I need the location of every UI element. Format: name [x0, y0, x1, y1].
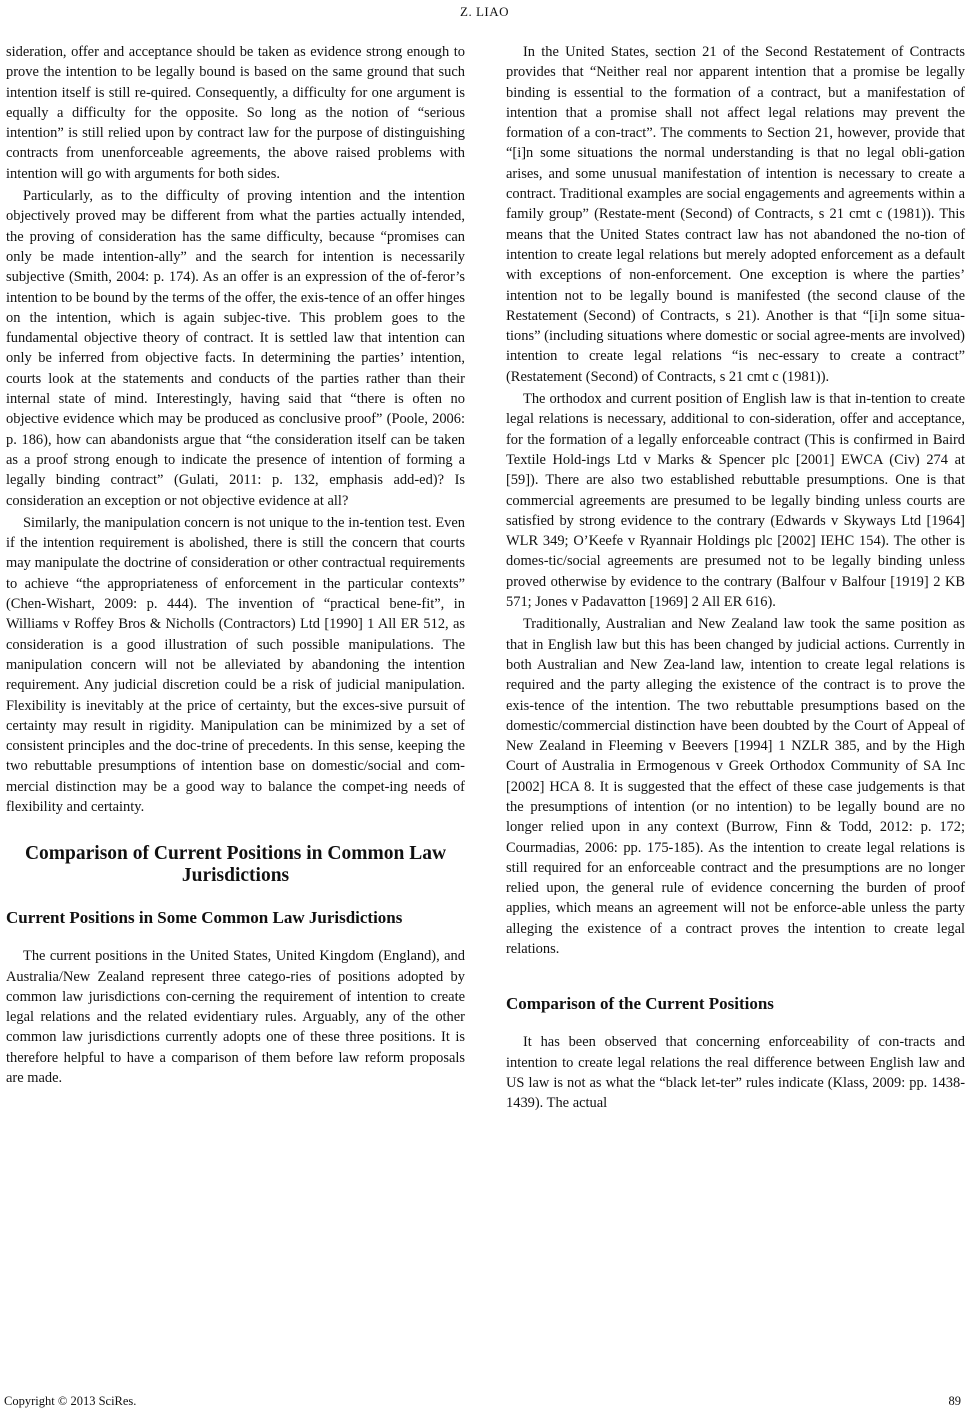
right-column	[506, 42, 965, 1116]
body-paragraph: Traditionally, Australian and New Zealand law took the same position as that in English law but this has been changed by judicial actions. Currently in both Australian and New Zea-land law, intention to create legal relations is required and the party alleging the existence of the contract is to prove the exis-tence of the intention. The two rebuttable presumptions based on the domestic/commercial distinction have been doubted by the Court of Appeal of New Zealand in Fleeming v Beevers [1994] 1 NZLR 385, and by the High Court of Australia in Ermogenous v Greek Orthodox Community of SA Inc [2002] HCA 8. It is suggested that the effect of these case judgements is that the presumptions of intention (or no intention) to be legally bound are no longer relied upon in any context (Burrow, Finn & Todd, 2012: p. 172; Courmadias, 2006: pp. 175-185). As the intention to create legal relations is still required for an enforceable contract and the presumptions are no longer relied upon, the general rule of evidence concerning the burden of proof applies, which means an agreement will not be enforce-able unless the party alleging the existence of a contract proves the intention to create legal relations.	[506, 616, 965, 958]
running-head: Z. LIAO	[460, 4, 509, 19]
body-paragraph: It has been observed that concerning enforceability of con-tracts and intention to create legal relations the real difference between English law and US law is not as what the “black let-ter” rules indicate (Klass, 2009: pp. 1438-1439). The actual	[506, 1034, 965, 1112]
section-heading: Comparison of Current Positions in Common Law Jurisdictions	[24, 843, 447, 887]
body-paragraph: Particularly, as to the difficulty of proving intention and the intention objectively proved may be different from what the parties actually intended, the proving of consideration has the same difficulty, because “promises can only be made intention-ally” and the search for intention is necessarily subjective (Smith, 2004: p. 174). As an offer is an expression of the of-feror’s intention to be bound by the terms of the offer, the exis-tence of an offer hinges on the intention, which is again subjec-tive. This problem goes to the fundamental objective theory of contract. It is settled law that intention can only be inferred from objective facts. In determining the parties’ intention, courts look at the statements and conducts of the parties rather than their internal state of mind. Interestingly, having said that “there is often no objective evidence which may be produced as conclusive proof” (Poole, 2006: p. 186), how can abandonists argue that “the consideration itself can be taken as a proof strong enough to indicate the presence of intention of forming a legally binding contract” (Gulati, 2011: p. 132, emphasis add-ed)? Is consideration an exception or not objective evidence at all?	[6, 188, 465, 509]
body-paragraph: Similarly, the manipulation concern is not unique to the in-tention test. Even if the intention requirement is abolished, there is still the concern that courts may manipulate the doctrine of consideration or other contractual requirements to achieve “the appropriateness of enforcement in the particular contexts” (Chen-Wishart, 2009: p. 444). The invention of “practical bene-fit”, in Williams v Roffey Bros & Nicholls (Contractors) Ltd [1990] 1 All ER 512, as consideration is a good illustration of such possible manipulations. The manipulation concern will not be alleviated by abandoning the intention requirement. Any judicial discretion could be a risk of judicial manipulation. Flexibility is inevitably at the price of certainty, but the exces-sive pursuit of certainty may result in rigidity. Manipulation can be minimized by a set of consistent principles and the doc-trine of precedents. In this sense, keeping the two rebuttable presumptions of intention base on domestic/social and com-mercial distinction may be a good way to balance the compet-ing needs of flexibility and certainty.	[6, 514, 465, 815]
page-number: 89	[948, 1394, 961, 1408]
body-paragraph: The orthodox and current position of English law is that in-tention to create legal relations is necessary, additional to con-sideration, offer and acceptance, for the formation of a legally enforceable contract (This is confirmed in Baird Textile Hold-ings Ltd v Marks & Spencer plc [2001] EWCA (Civ) 274 at [59]). There are also two established rebuttable presumptions. One is that commercial agreements are presumed to be legally binding unless courts are satisfied by strong evidence to the contrary (Edwards v Skyways Ltd [1964] WLR 349; O’Keefe v Ryannair Holdings plc [2002] IEHC 154). The other is domes-tic/social agreements are presumed not to be legally binding unless proved otherwise by evidence to the contrary (Balfour v Balfour [1919] 2 KB 571; Jones v Padavatton [1969] 2 All ER 616).	[506, 391, 965, 611]
body-paragraph: The current positions in the United States, United Kingdom (England), and Australia/New Zealand represent three catego-ries of positions adopted by common law jurisdictions con-cerning the requirement of intention to create legal relations and the related evidentiary rules. Arguably, any of the other common law jurisdictions currently adopts one of these three positions. It is therefore helpful to have a comparison of them before law reform proposals are made.	[6, 948, 465, 1087]
body-paragraph: In the United States, section 21 of the Second Restatement of Contracts provides that “Neither real nor apparent intention that a promise be legally binding is essential to the formation of a contract, but a manifestation of intention that a promise shall not affect legal relations may prevent the formation of a con-tract”. The comments to Section 21, however, provide that “[i]n some situations the normal understanding is that no legal obli-gation arises, and some unusual manifestation of intention is necessary to create a contract. Traditional examples are social engagements and agreements within a family group” (Restate-ment (Second) of Contracts, s 21 cmt c (1981)). This means that the United States contract law has not abandoned the no-tion of intention to create legal relations but merely adopted enforcement as a default with exceptions of non-enforcement. One exception is where the parties’ intention not to be legally bound is manifested (the second clause of the Restatement (Second) of Contracts, s 21). Another is that “[i]n some situa-tions” (including situations where domestic or social agree-ments are involved) intention to create legal relations “is nec-essary to create a contract” (Restatement (Second) of Contracts, s 21 cmt c (1981)).	[506, 44, 965, 385]
subsection-heading: Comparison of the Current Positions	[506, 994, 774, 1014]
body-paragraph: sideration, offer and acceptance should be taken as evidence strong enough to prove the intention to be legally bound is based on the same ground that such intention itself is still re-quired. Consequently, a difficulty for one argument is equally a difficulty for the opposite. So long as the notion of “serious intention” is still relied upon by contract law for the purpose of distinguishing contracts from unenforceable agreements, the above raised problems with intention will go with arguments for both sides.	[6, 44, 465, 182]
left-column	[6, 42, 465, 1090]
copyright-footer: Copyright © 2013 SciRes.	[4, 1394, 137, 1408]
subsection-heading: Current Positions in Some Common Law Jurisdictions	[6, 908, 403, 928]
